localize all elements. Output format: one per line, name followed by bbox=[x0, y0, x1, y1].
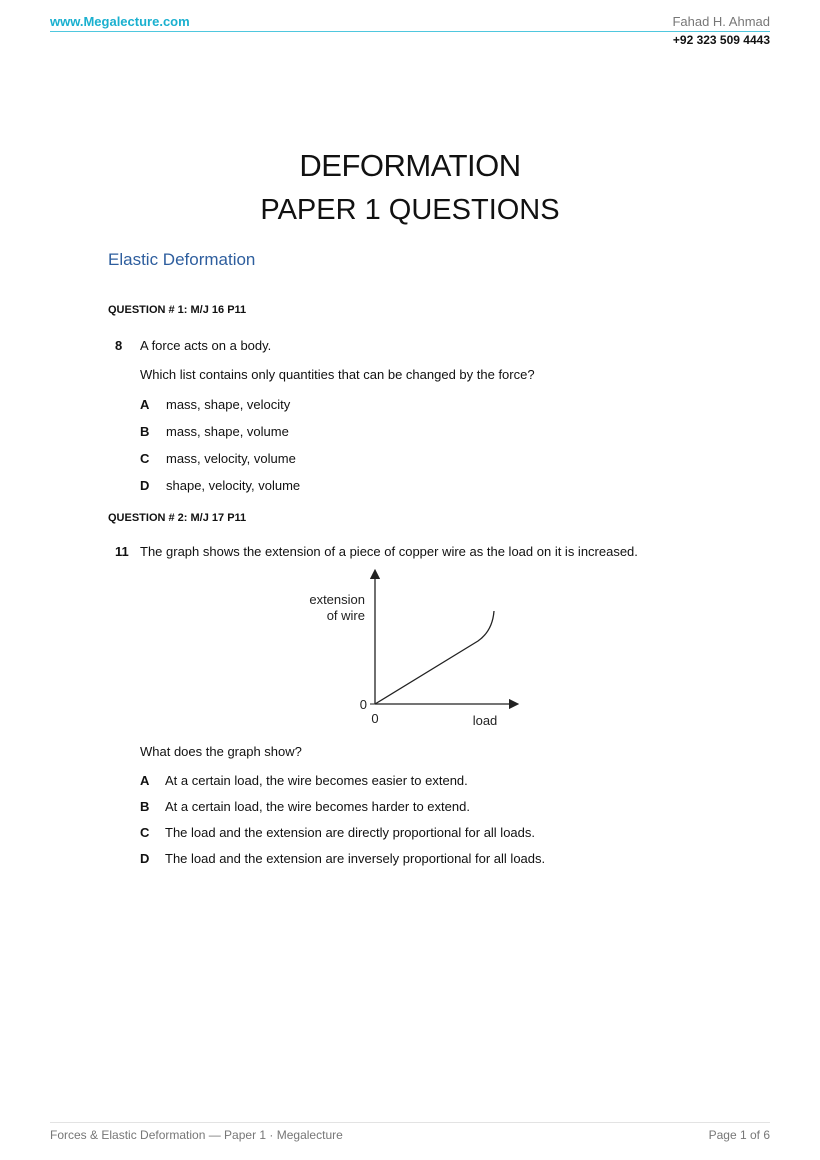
origin-x-label: 0 bbox=[371, 711, 379, 726]
y-axis-label-line1: extension bbox=[309, 592, 365, 607]
question-2-option-c-letter: C bbox=[140, 825, 150, 840]
extension-load-graph bbox=[300, 568, 530, 733]
question-2-option-a-text: At a certain load, the wire becomes easier to extend. bbox=[165, 773, 468, 788]
y-axis-label-line2: of wire bbox=[326, 608, 365, 623]
question-1-option-a-letter: A bbox=[140, 397, 150, 412]
page-subtitle: PAPER 1 QUESTIONS bbox=[260, 194, 560, 226]
footer-left-text: Forces & Elastic Deformation — Paper 1 · Megalecture bbox=[50, 1128, 343, 1142]
question-1-option-d-text: shape, velocity, volume bbox=[166, 478, 301, 493]
question-2-option-b-letter: B bbox=[140, 799, 150, 814]
footer-page-number: Page 1 of 6 bbox=[708, 1128, 770, 1142]
question-2-label: QUESTION # 2: M/J 17 P11 bbox=[108, 512, 247, 524]
question-1-option-d-letter: D bbox=[140, 478, 150, 493]
question-1-option-c-letter: C bbox=[140, 451, 150, 466]
question-1-option-c-text: mass, velocity, volume bbox=[166, 451, 296, 466]
page-title: DEFORMATION bbox=[299, 148, 521, 183]
extension-curve bbox=[375, 611, 494, 704]
origin-y-label: 0 bbox=[359, 697, 367, 712]
header-phone: +92 323 509 4443 bbox=[672, 33, 770, 47]
question-2-option-c-text: The load and the extension are directly proportional for all loads. bbox=[165, 825, 535, 840]
question-2-option-d-letter: D bbox=[140, 851, 150, 866]
question-1-prompt: Which list contains only quantities that can be changed by the force? bbox=[140, 367, 535, 382]
header-divider bbox=[50, 31, 770, 32]
footer-divider bbox=[50, 1122, 770, 1123]
question-2-prompt: What does the graph show? bbox=[140, 744, 302, 759]
question-1-option-a-text: mass, shape, velocity bbox=[166, 397, 291, 412]
question-2-option-d-text: The load and the extension are inversely proportional for all loads. bbox=[165, 851, 546, 866]
section-heading: Elastic Deformation bbox=[108, 250, 256, 269]
question-2-stem: The graph shows the extension of a piece of copper wire as the load on it is increased. bbox=[140, 544, 638, 559]
question-2-option-b-text: At a certain load, the wire becomes harder to extend. bbox=[165, 799, 470, 814]
question-2-number: 11 bbox=[115, 544, 129, 559]
x-axis-label: load bbox=[472, 713, 498, 728]
question-1-stem: A force acts on a body. bbox=[140, 338, 272, 353]
question-2-option-a-letter: A bbox=[140, 773, 150, 788]
header-author: Fahad H. Ahmad bbox=[672, 14, 770, 29]
question-1-label: QUESTION # 1: M/J 16 P11 bbox=[108, 304, 247, 316]
question-1-option-b-text: mass, shape, volume bbox=[166, 424, 289, 439]
question-1-number: 8 bbox=[115, 338, 123, 353]
question-1-option-b-letter: B bbox=[140, 424, 150, 439]
header-site-link[interactable]: www.Megalecture.com bbox=[50, 14, 190, 29]
